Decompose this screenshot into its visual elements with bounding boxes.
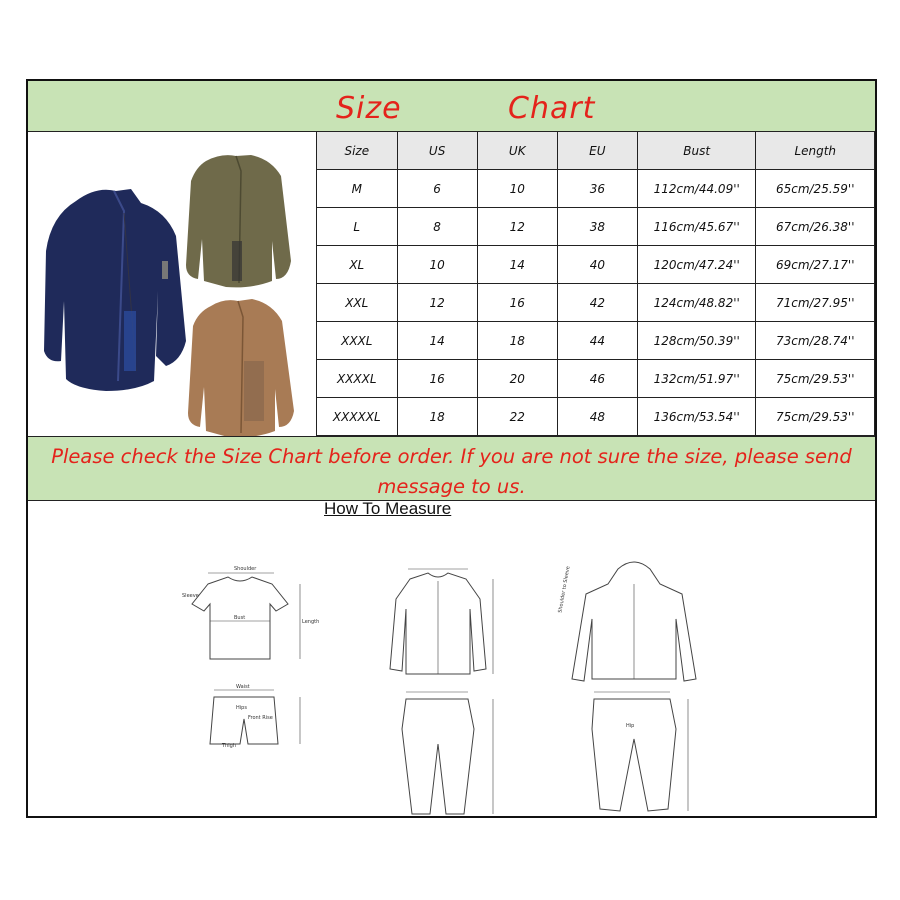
- header-eu: EU: [557, 132, 637, 170]
- header-size: Size: [317, 132, 398, 170]
- uk-cell: 10: [477, 170, 557, 208]
- bust-cell: 128cm/50.39'': [637, 322, 756, 360]
- length-cell: 71cm/27.95'': [756, 284, 875, 322]
- uk-cell: 12: [477, 208, 557, 246]
- header-uk: UK: [477, 132, 557, 170]
- size-cell: XXXXXL: [317, 398, 398, 436]
- uk-cell: 22: [477, 398, 557, 436]
- us-cell: 8: [397, 208, 477, 246]
- label-shoulder: Shoulder: [234, 566, 257, 572]
- notice-text: Please check the Size Chart before order. If you are not sure the size, please send message to us.: [51, 445, 852, 498]
- eu-cell: 48: [557, 398, 637, 436]
- hoodie-diagram-icon: [557, 562, 696, 681]
- label-bust: Bust: [234, 615, 246, 621]
- size-cell: XXXL: [317, 322, 398, 360]
- eu-cell: 42: [557, 284, 637, 322]
- table-header-row: [317, 132, 875, 170]
- uk-cell: 18: [477, 322, 557, 360]
- how-to-measure-heading: How To Measure: [324, 499, 452, 518]
- size-cell: XXXXL: [317, 360, 398, 398]
- header-bust: Bust: [637, 132, 756, 170]
- shirt-diagram-icon: [390, 569, 493, 674]
- label-hips: Hips: [236, 705, 247, 711]
- navy-jacket-icon: [44, 189, 186, 391]
- size-cell: XXL: [317, 284, 398, 322]
- bust-cell: 116cm/45.67'': [637, 208, 756, 246]
- size-cell: XL: [317, 246, 398, 284]
- header-length: Length: [756, 132, 875, 170]
- label-hip: Hip: [626, 723, 635, 729]
- label-front-rise: Front Rise: [248, 715, 273, 721]
- bust-cell: 112cm/44.09'': [637, 170, 756, 208]
- label-shoulder-to-sleeve: Shoulder to Sleeve: [557, 565, 572, 614]
- size-cell: L: [317, 208, 398, 246]
- eu-cell: 36: [557, 170, 637, 208]
- size-table: [316, 131, 875, 436]
- us-cell: 16: [397, 360, 477, 398]
- length-cell: 67cm/26.38'': [756, 208, 875, 246]
- measure-diagrams: [148, 529, 728, 819]
- pants-diagram-icon: [402, 692, 493, 814]
- table-row: [317, 246, 875, 284]
- eu-cell: 44: [557, 322, 637, 360]
- table-row: [317, 284, 875, 322]
- length-cell: 69cm/27.17'': [756, 246, 875, 284]
- table-row: [317, 398, 875, 436]
- eu-cell: 38: [557, 208, 637, 246]
- us-cell: 10: [397, 246, 477, 284]
- header-us: US: [397, 132, 477, 170]
- table-row: [317, 170, 875, 208]
- title-band: [28, 81, 875, 132]
- tan-jacket-icon: [188, 299, 294, 437]
- table-row: [317, 360, 875, 398]
- uk-cell: 14: [477, 246, 557, 284]
- size-chart-frame: [26, 79, 877, 818]
- us-cell: 12: [397, 284, 477, 322]
- eu-cell: 40: [557, 246, 637, 284]
- length-cell: 73cm/28.74'': [756, 322, 875, 360]
- olive-jacket-icon: [186, 155, 291, 287]
- bust-cell: 120cm/47.24'': [637, 246, 756, 284]
- title-chart: Chart: [508, 91, 596, 126]
- label-length: Length: [302, 619, 320, 625]
- label-thigh: Thigh: [222, 743, 236, 749]
- shorts-diagram-icon: [210, 684, 300, 749]
- length-cell: 75cm/29.53'': [756, 398, 875, 436]
- notice-band: [28, 436, 875, 501]
- bust-cell: 132cm/51.97'': [637, 360, 756, 398]
- title-size: Size: [336, 91, 402, 126]
- tshirt-diagram-icon: [182, 566, 319, 659]
- jackets-image: [36, 141, 306, 441]
- us-cell: 14: [397, 322, 477, 360]
- size-cell: M: [317, 170, 398, 208]
- eu-cell: 46: [557, 360, 637, 398]
- us-cell: 6: [397, 170, 477, 208]
- bust-cell: 124cm/48.82'': [637, 284, 756, 322]
- length-cell: 65cm/25.59'': [756, 170, 875, 208]
- joggers-diagram-icon: [592, 692, 688, 811]
- table-row: [317, 208, 875, 246]
- length-cell: 75cm/29.53'': [756, 360, 875, 398]
- bust-cell: 136cm/53.54'': [637, 398, 756, 436]
- table-row: [317, 322, 875, 360]
- label-waist: Waist: [236, 684, 250, 690]
- uk-cell: 20: [477, 360, 557, 398]
- label-sleeve: Sleeve: [182, 593, 199, 599]
- us-cell: 18: [397, 398, 477, 436]
- uk-cell: 16: [477, 284, 557, 322]
